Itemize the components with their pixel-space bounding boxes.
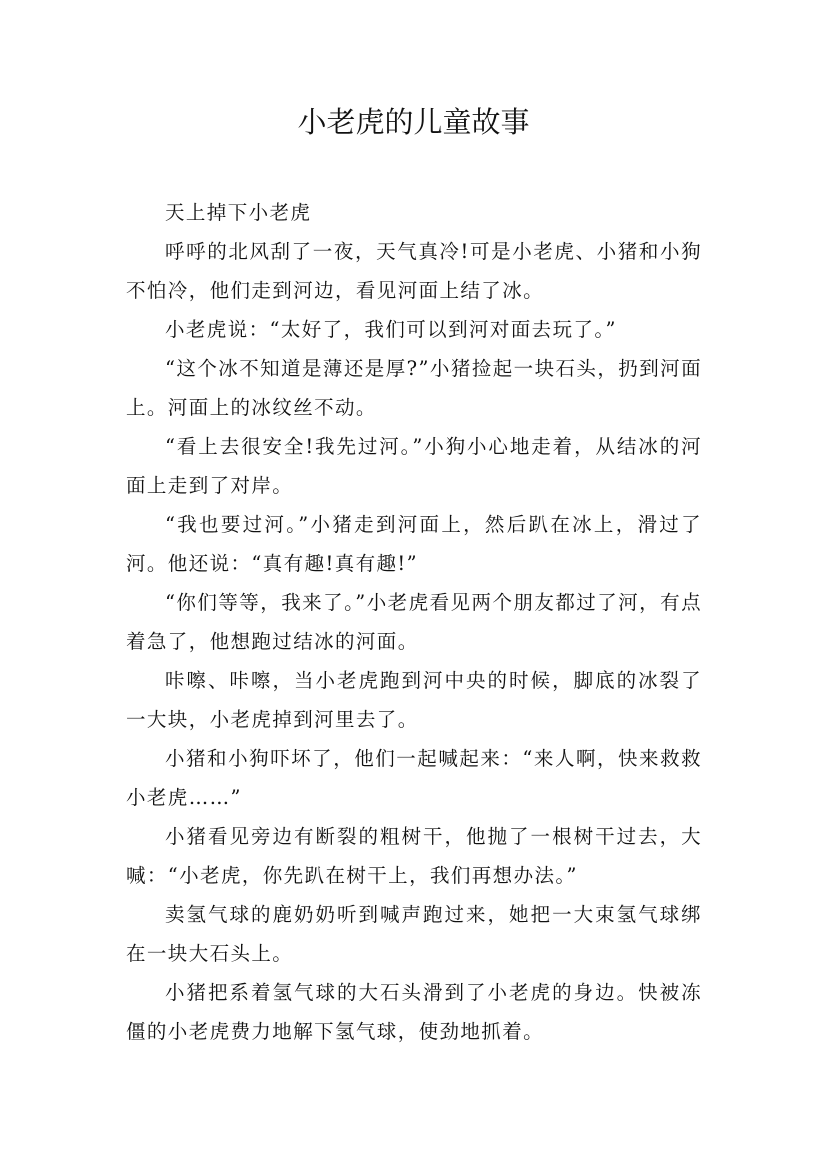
paragraph: 小猪把系着氢气球的大石头滑到了小老虎的身边。快被冻僵的小老虎费力地解下氢气球，使劲地抓着。 [126,981,702,1043]
document-title: 小老虎的儿童故事 [297,105,530,139]
story-body [126,193,702,1051]
paragraph: 咔嚓、咔嚓，当小老虎跑到河中央的时候，脚底的冰裂了一大块，小老虎掉到河里去了。 [126,669,702,731]
paragraph-subtitle: 天上掉下小老虎 [165,201,312,224]
paragraph: “这个冰不知道是薄还是厚?”小猪捡起一块石头，扔到河面上。河面上的冰纹丝不动。 [126,357,702,419]
paragraph: 小老虎说：“太好了，我们可以到河对面去玩了。” [165,318,617,341]
paragraph: “看上去很安全!我先过河。”小狗小心地走着，从结冰的河面上走到了对岸。 [126,435,702,497]
paragraph: “我也要过河。”小猪走到河面上，然后趴在冰上，滑过了河。他还说：“真有趣!真有趣!” [126,513,702,575]
paragraph: “你们等等，我来了。”小老虎看见两个朋友都过了河，有点着急了，他想跑过结冰的河面。 [126,591,702,653]
paragraph: 卖氢气球的鹿奶奶听到喊声跑过来，她把一大束氢气球绑在一块大石头上。 [126,903,702,965]
paragraph: 小猪看见旁边有断裂的粗树干，他抛了一根树干过去，大喊：“小老虎，你先趴在树干上，我们再想办法。” [126,825,702,887]
paragraph: 呼呼的北风刮了一夜，天气真冷!可是小老虎、小猪和小狗不怕冷，他们走到河边，看见河面上结了冰。 [126,240,702,302]
paragraph: 小猪和小狗吓坏了，他们一起喊起来：“来人啊，快来救救小老虎……” [126,747,702,809]
